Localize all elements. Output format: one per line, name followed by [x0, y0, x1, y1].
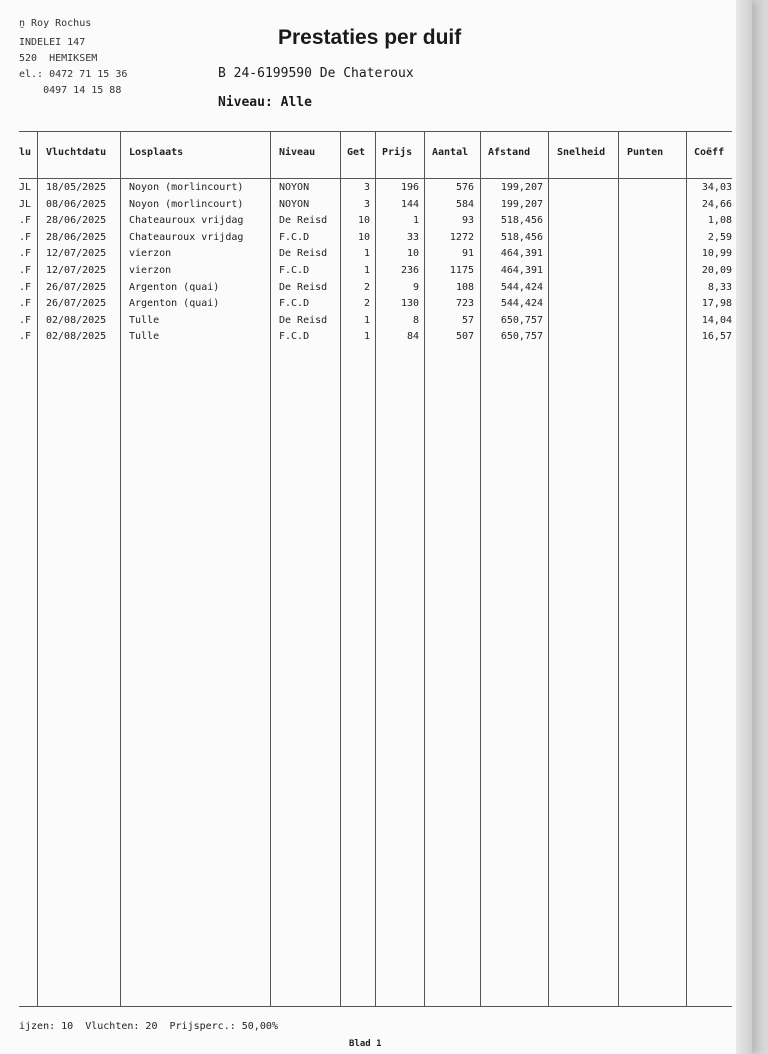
cell-losplaats: vierzon — [129, 248, 172, 260]
address-line-5: 0497 14 15 88 — [19, 85, 122, 96]
cell-vluchtdatum: 28/06/2025 — [46, 231, 107, 243]
cell-lu: .F — [19, 265, 32, 276]
cell-prijs: 1 — [412, 215, 419, 227]
address-line-3: 520 HEMIKSEM — [19, 53, 98, 64]
cell-lu: .F — [19, 215, 32, 227]
cell-prijs: 130 — [400, 298, 419, 310]
cell-aantal: 57 — [461, 314, 474, 326]
col-divider — [270, 131, 271, 1006]
cell-niveau: F.C.D — [279, 298, 310, 310]
cell-losplaats: Chateauroux vrijdag — [129, 215, 244, 227]
col-divider — [686, 131, 687, 1006]
col-header-coeff: Coëff — [694, 147, 725, 158]
cell-get: 2 — [363, 298, 370, 310]
cell-afstand: 544,424 — [500, 281, 543, 293]
cell-afstand: 650,757 — [500, 314, 543, 326]
cell-lu: JL — [19, 198, 32, 210]
cell-get: 3 — [363, 198, 370, 210]
cell-aantal: 108 — [455, 281, 474, 293]
cell-vluchtdatum: 12/07/2025 — [46, 265, 107, 276]
cell-afstand: 464,391 — [500, 265, 543, 276]
address-line-4: el.: 0472 71 15 36 — [19, 69, 128, 80]
cell-vluchtdatum: 12/07/2025 — [46, 248, 107, 260]
cell-prijs: 196 — [400, 182, 419, 193]
cell-get: 1 — [363, 265, 370, 276]
cell-coeff: 14,04 — [701, 314, 732, 326]
cell-niveau: NOYON — [279, 198, 310, 210]
cell-lu: .F — [19, 248, 32, 260]
col-header-snelheid: Snelheid — [557, 147, 606, 158]
cell-losplaats: Tulle — [129, 314, 160, 326]
cell-niveau: De Reisd — [279, 314, 328, 326]
cell-afstand: 650,757 — [500, 331, 543, 343]
cell-losplaats: Noyon (morlincourt) — [129, 198, 244, 210]
cell-vluchtdatum: 02/08/2025 — [46, 314, 107, 326]
col-divider — [480, 131, 481, 1006]
col-header-vluchtdatum: Vluchtdatu — [46, 147, 107, 158]
cell-lu: .F — [19, 231, 32, 243]
address-line-2: INDELEI 147 — [19, 37, 86, 48]
cell-aantal: 584 — [455, 198, 474, 210]
cell-afstand: 464,391 — [500, 248, 543, 260]
pigeon-id: B 24-6199590 De Chateroux — [218, 66, 414, 81]
cell-niveau: F.C.D — [279, 331, 310, 343]
col-divider — [618, 131, 619, 1006]
cell-prijs: 236 — [400, 265, 419, 276]
cell-coeff: 16,57 — [701, 331, 732, 343]
cell-vluchtdatum: 02/08/2025 — [46, 331, 107, 343]
cell-aantal: 91 — [461, 248, 474, 260]
cell-niveau: F.C.D — [279, 265, 310, 276]
col-header-get: Get — [347, 147, 366, 158]
cell-coeff: 1,08 — [707, 215, 732, 227]
cell-coeff: 8,33 — [707, 281, 732, 293]
cell-get: 1 — [363, 248, 370, 260]
cell-get: 3 — [363, 182, 370, 193]
cell-aantal: 1175 — [449, 265, 474, 276]
cell-niveau: De Reisd — [279, 281, 328, 293]
col-divider — [424, 131, 425, 1006]
col-header-aantal: Aantal — [432, 147, 469, 158]
cell-lu: .F — [19, 331, 32, 343]
cell-get: 10 — [357, 215, 370, 227]
cell-get: 1 — [363, 314, 370, 326]
cell-get: 1 — [363, 331, 370, 343]
col-divider — [548, 131, 549, 1006]
cell-losplaats: Noyon (morlincourt) — [129, 182, 244, 193]
page-edge — [736, 0, 752, 1054]
cell-losplaats: Tulle — [129, 331, 160, 343]
cell-afstand: 544,424 — [500, 298, 543, 310]
cell-lu: JL — [19, 182, 32, 193]
col-header-losplaats: Losplaats — [129, 147, 184, 158]
cell-aantal: 93 — [461, 215, 474, 227]
niveau-label: Niveau: Alle — [218, 95, 312, 110]
cell-lu: .F — [19, 314, 32, 326]
cell-prijs: 144 — [400, 198, 419, 210]
cell-niveau: De Reisd — [279, 248, 328, 260]
cell-afstand: 199,207 — [500, 182, 543, 193]
col-header-afstand: Afstand — [488, 147, 531, 158]
cell-losplaats: vierzon — [129, 265, 172, 276]
cell-vluchtdatum: 28/06/2025 — [46, 215, 107, 227]
cell-get: 2 — [363, 281, 370, 293]
cell-prijs: 8 — [412, 314, 419, 326]
page-title: Prestaties per duif — [278, 26, 462, 49]
cell-afstand: 518,456 — [500, 215, 543, 227]
cell-lu: .F — [19, 281, 32, 293]
cell-losplaats: Argenton (quai) — [129, 281, 220, 293]
cell-prijs: 10 — [406, 248, 419, 260]
cell-losplaats: Argenton (quai) — [129, 298, 220, 310]
cell-prijs: 9 — [412, 281, 419, 293]
cell-coeff: 24,66 — [701, 198, 732, 210]
cell-aantal: 1272 — [449, 231, 474, 243]
cell-niveau: De Reisd — [279, 215, 328, 227]
cell-prijs: 33 — [406, 231, 419, 243]
col-divider — [375, 131, 376, 1006]
address-line-1: ̱n Roy Rochus — [19, 18, 92, 29]
cell-prijs: 84 — [406, 331, 419, 343]
cell-aantal: 507 — [455, 331, 474, 343]
col-header-prijs: Prijs — [382, 147, 413, 158]
cell-vluchtdatum: 08/06/2025 — [46, 198, 107, 210]
cell-lu: .F — [19, 298, 32, 310]
cell-aantal: 723 — [455, 298, 474, 310]
cell-vluchtdatum: 26/07/2025 — [46, 281, 107, 293]
cell-coeff: 10,99 — [701, 248, 732, 260]
col-divider — [120, 131, 121, 1006]
cell-losplaats: Chateauroux vrijdag — [129, 231, 244, 243]
cell-get: 10 — [357, 231, 370, 243]
table-bottom-rule — [19, 1006, 732, 1007]
col-divider — [37, 131, 38, 1006]
page-number: Blad 1 — [349, 1039, 382, 1049]
cell-niveau: F.C.D — [279, 231, 310, 243]
cell-coeff: 2,59 — [707, 231, 732, 243]
col-divider — [340, 131, 341, 1006]
col-header-punten: Punten — [627, 147, 664, 158]
col-header-niveau: Niveau — [279, 147, 316, 158]
cell-coeff: 17,98 — [701, 298, 732, 310]
cell-vluchtdatum: 18/05/2025 — [46, 182, 107, 193]
cell-afstand: 518,456 — [500, 231, 543, 243]
col-header-lu: lu — [19, 147, 32, 158]
cell-vluchtdatum: 26/07/2025 — [46, 298, 107, 310]
cell-coeff: 34,03 — [701, 182, 732, 193]
summary-line: ijzen: 10 Vluchten: 20 Prijsperc.: 50,00% — [19, 1021, 278, 1032]
cell-aantal: 576 — [455, 182, 474, 193]
cell-niveau: NOYON — [279, 182, 310, 193]
cell-afstand: 199,207 — [500, 198, 543, 210]
cell-coeff: 20,09 — [701, 265, 732, 276]
